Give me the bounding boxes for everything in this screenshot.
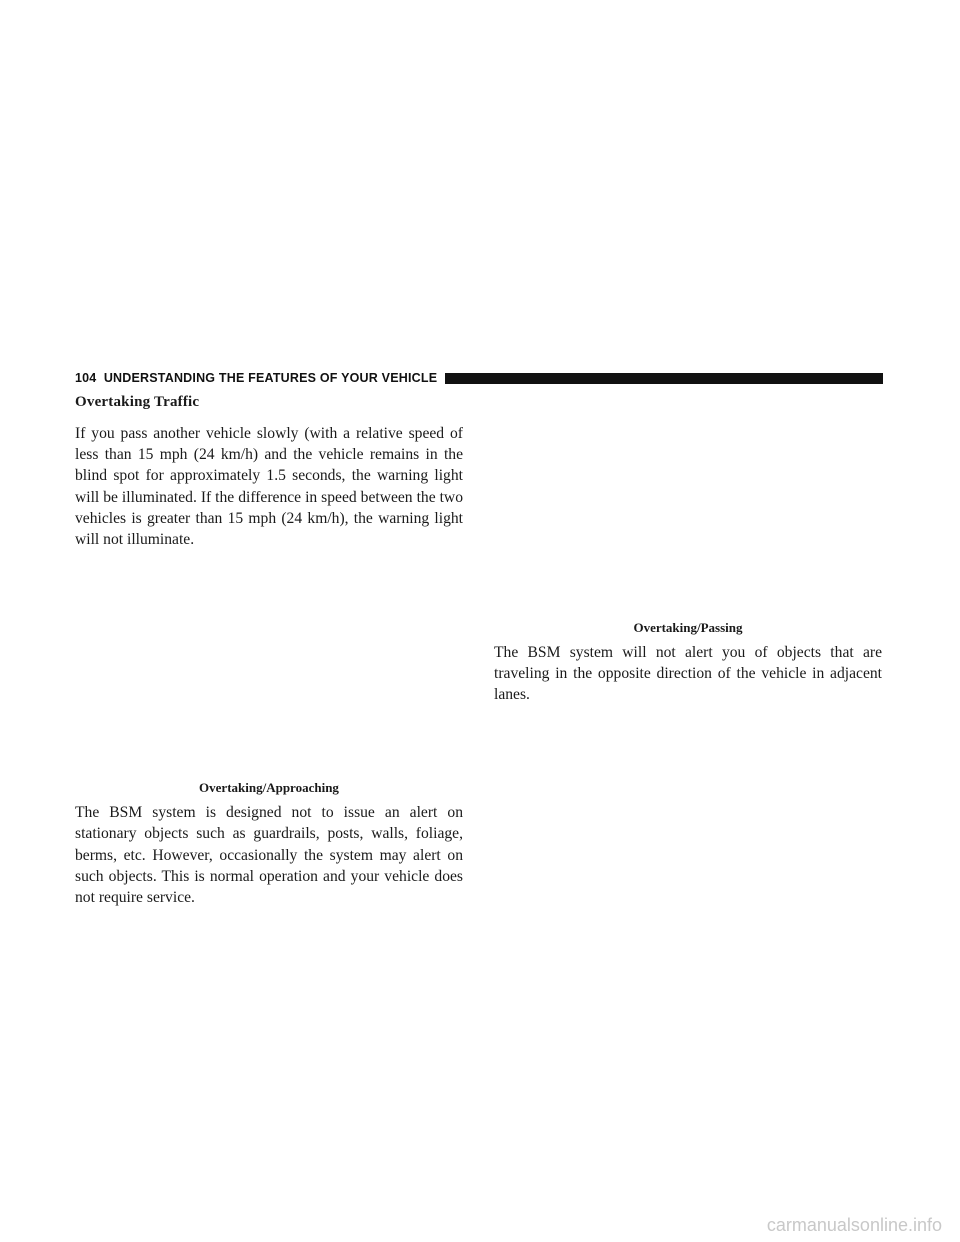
page-header: [75, 370, 883, 386]
page-number: 104: [75, 371, 97, 385]
figure-caption-passing: Overtaking/Passing: [633, 620, 743, 635]
watermark: carmanualsonline.info: [766, 1215, 942, 1235]
figure-caption-approaching: Overtaking/Approaching: [199, 780, 339, 796]
paragraph-opposite-direction: The BSM system will not alert you of objects that are traveling in the opposite direction of the vehicle in adjacent lanes.: [494, 644, 882, 704]
figure-image-passing: [494, 394, 882, 620]
header-rule: [445, 373, 883, 384]
figure-image-approaching: [75, 550, 463, 780]
section-heading: Overtaking Traffic: [75, 394, 200, 410]
header-text: [75, 371, 437, 385]
left-column: [75, 394, 463, 908]
figure-overtaking-passing: [494, 394, 882, 636]
figure-overtaking-approaching: [75, 550, 463, 796]
paragraph-overtaking: If you pass another vehicle slowly (with a relative speed of less than 15 mph (24 km/h) and the vehicle remains in the blind spot for approximately 1.5 seconds, the warning light will be illuminated. If the difference in speed between the two vehicles is greater than 15 mph (24 km/h), the warning light will not illuminate.: [75, 425, 463, 549]
section-title: UNDERSTANDING THE FEATURES OF YOUR VEHICLE: [103, 371, 438, 385]
right-column: [494, 394, 882, 706]
paragraph-stationary-objects: The BSM system is designed not to issue an alert on stationary objects such as guardrails, posts, walls, foliage, berms, etc. However, occasionally the system may alert on such objects. This is normal operation and your vehicle does not require service.: [75, 804, 463, 907]
